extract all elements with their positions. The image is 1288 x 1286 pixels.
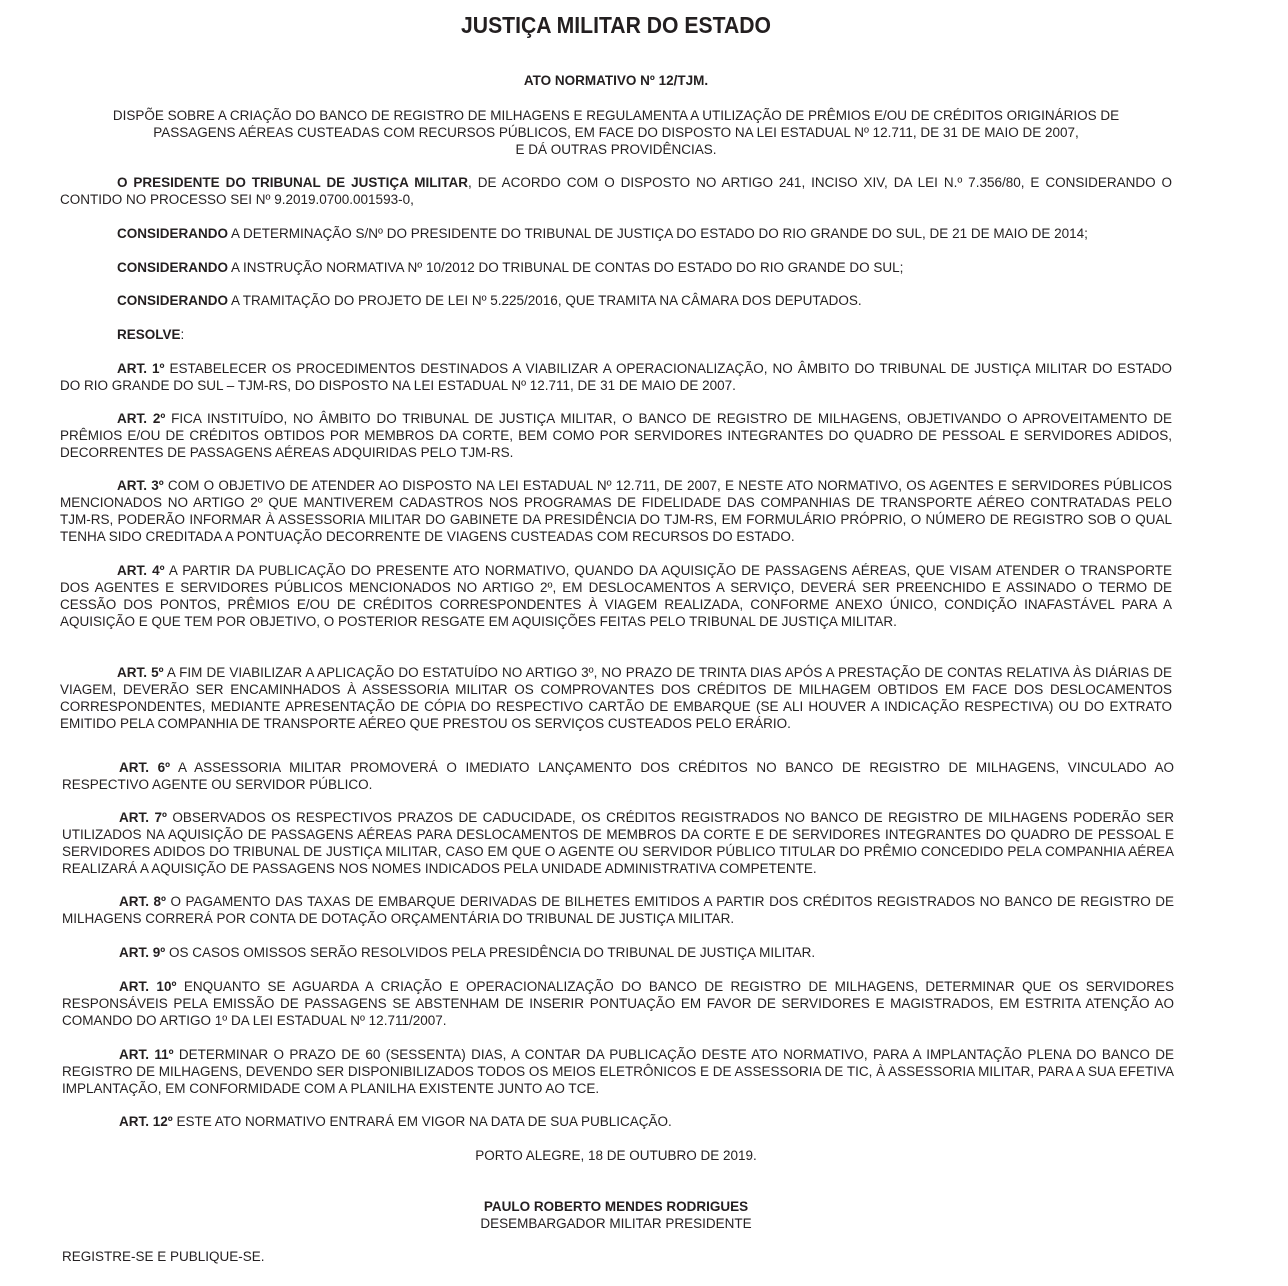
article-8 [62,893,1174,927]
ementa-line: E DÁ OUTRAS PROVIDÊNCIAS. [515,142,717,157]
article-3 [60,477,1172,545]
article-12 [62,1113,1174,1130]
article-text: ESTABELECER OS PROCEDIMENTOS DESTINADOS A VIABILIZAR A OPERACIONALIZAÇÃO, NO ÂMBITO DO TRIBUNAL DE JUSTIÇA MILITAR DO ESTADO DO RIO GRANDE DO SUL – TJM-RS, DO DISPOSTO NA LEI ESTADUAL Nº 12.711, DE 31 DE MAIO DE 2007. [60,361,1172,393]
considerando-label: CONSIDERANDO [117,226,229,241]
footer-note: REGISTRE-SE E PUBLIQUE-SE. [62,1249,265,1264]
article-2 [60,410,1172,461]
article-label: ART. 11º [119,1047,174,1062]
signer-title: DESEMBARGADOR MILITAR PRESIDENTE [480,1216,752,1231]
article-9 [62,944,1174,961]
article-5 [60,664,1172,732]
ementa-line: PASSAGENS AÉREAS CUSTEADAS COM RECURSOS PÚBLICOS, EM FACE DO DISPOSTO NA LEI ESTADUAL Nº 12.711, DE 31 DE MAIO DE 2007, [153,125,1079,140]
act-number: ATO NORMATIVO Nº 12/TJM. [523,73,709,88]
document-title: JUSTIÇA MILITAR DO ESTADO [461,12,771,38]
article-6 [62,759,1174,793]
resolve [60,326,1172,343]
article-1 [60,360,1172,394]
article-text: ENQUANTO SE AGUARDA A CRIAÇÃO E OPERACIONALIZAÇÃO DO BANCO DE REGISTRO DE MILHAGENS, DETERMINAR QUE OS SERVIDORES RESPONSÁVEIS PELA EMISSÃO DE PASSAGENS SE ABSTENHAM DE INSERIR PONTUAÇÃO EM FAVOR DE SERVIDORES E MAGISTRADOS, EM ESTRITA ATENÇÃO AO COMANDO DO ARTIGO 1º DA LEI ESTADUAL Nº 12.711/2007. [62,979,1174,1028]
considerando-text: A DETERMINAÇÃO S/Nº DO PRESIDENTE DO TRIBUNAL DE JUSTIÇA DO ESTADO DO RIO GRANDE DO SUL, DE 21 DE MAIO DE 2014; [228,226,1088,241]
article-label: ART. 10º [119,979,177,994]
article-text: A PARTIR DA PUBLICAÇÃO DO PRESENTE ATO NORMATIVO, QUANDO DA AQUISIÇÃO DE PASSAGENS AÉREAS, QUE VISAM ATENDER O TRANSPORTE DOS AGENTES E SERVIDORES PÚBLICOS MENCIONADOS NO ARTIGO 2º, EM DESLOCAMENTOS A SERVIÇO, DEVERÁ SER PREENCHIDO E ASSINADO O TERMO DE CESSÃO DOS PONTOS, PRÊMIOS E/OU DE CRÉDITOS CORRESPONDENTES À VIAGEM REALIZADA, CONFORME ANEXO ÚNICO, CONDIÇÃO INAFASTÁVEL PARA A AQUISIÇÃO E QUE TEM POR OBJETIVO, O POSTERIOR RESGATE EM AQUISIÇÕES FEITAS PELO TRIBUNAL DE JUSTIÇA MILITAR. [60,563,1172,629]
resolve-suffix: : [180,327,185,342]
preamble-lead: O PRESIDENTE DO TRIBUNAL DE JUSTIÇA MILITAR [117,175,469,190]
resolve-label: RESOLVE [117,327,181,342]
article-label: ART. 9º [119,945,166,960]
considerando-3 [60,292,1172,309]
article-10 [62,978,1174,1029]
article-label: ART. 7º [119,810,167,825]
place-date: PORTO ALEGRE, 18 DE OUTUBRO DE 2019. [475,1148,757,1163]
considerando-label: CONSIDERANDO [117,260,229,275]
article-7 [62,809,1174,877]
considerando-text: A TRAMITAÇÃO DO PROJETO DE LEI Nº 5.225/2016, QUE TRAMITA NA CÂMARA DOS DEPUTADOS. [228,293,862,308]
article-label: ART. 5º [117,665,164,680]
article-text: OBSERVADOS OS RESPECTIVOS PRAZOS DE CADUCIDADE, OS CRÉDITOS REGISTRADOS NO BANCO DE REGISTRO DE MILHAGENS PODERÃO SER UTILIZADOS NA AQUISIÇÃO DE PASSAGENS AÉREAS PARA DESLOCAMENTOS DE MEMBROS DA CORTE E DE SERVIDORES INTEGRANTES DO QUADRO DE PESSOAL E SERVIDORES ADIDOS DO TRIBUNAL DE JUSTIÇA MILITAR, CASO EM QUE O AGENTE OU SERVIDOR PÚBLICO TITULAR DO PRÊMIO CONCEDIDO PELA COMPANHIA AÉREA REALIZARÁ A AQUISIÇÃO DE PASSAGENS NOS NOMES INDICADOS PELA UNIDADE ADMINISTRATIVA COMPETENTE. [62,810,1174,876]
considerando-2 [60,259,1172,276]
preamble-text: , DE ACORDO COM O DISPOSTO NO ARTIGO 241, INCISO XIV, DA LEI N.º 7.356/80, E CONSIDERANDO O CONTIDO NO PROCESSO SEI Nº 9.2019.0700.001593-0, [60,175,1173,207]
signer-name: PAULO ROBERTO MENDES RODRIGUES [483,1199,749,1214]
ementa [60,107,1172,158]
ementa-line: DISPÕE SOBRE A CRIAÇÃO DO BANCO DE REGISTRO DE MILHAGENS E REGULAMENTA A UTILIZAÇÃO DE PRÊMIOS E/OU DE CRÉDITOS ORIGINÁRIOS DE [112,108,1120,123]
article-label: ART. 3º [117,478,164,493]
considerando-1 [60,225,1172,242]
considerando-text: A INSTRUÇÃO NORMATIVA Nº 10/2012 DO TRIBUNAL DE CONTAS DO ESTADO DO RIO GRANDE DO SUL; [228,260,904,275]
article-label: ART. 1º [117,361,165,376]
article-label: ART. 12º [119,1114,173,1129]
article-text: ESTE ATO NORMATIVO ENTRARÁ EM VIGOR NA DATA DE SUA PUBLICAÇÃO. [172,1114,672,1129]
article-text: COM O OBJETIVO DE ATENDER AO DISPOSTO NA LEI ESTADUAL Nº 12.711, DE 2007, E NESTE ATO NORMATIVO, OS AGENTES E SERVIDORES PÚBLICOS MENCIONADOS NO ARTIGO 2º QUE MANTIVEREM CADASTROS NOS PROGRAMAS DE FIDELIDADE DAS COMPANHIAS DE TRANSPORTE AÉREO CONTRATADAS PELO TJM-RS, PODERÃO INFORMAR À ASSESSORIA MILITAR DO GABINETE DA PRESIDÊNCIA DO TJM-RS, EM FORMULÁRIO PRÓPRIO, O NÚMERO DE REGISTRO SOB O QUAL TENHA SIDO CREDITADA A PONTUAÇÃO DECORRENTE DE VIAGENS CUSTEADAS COM RECURSOS DO ESTADO. [60,478,1172,544]
preamble [60,174,1172,208]
article-text: O PAGAMENTO DAS TAXAS DE EMBARQUE DERIVADAS DE BILHETES EMITIDOS A PARTIR DOS CRÉDITOS REGISTRADOS NO BANCO DE REGISTRO DE MILHAGENS CORRERÁ POR CONTA DE DOTAÇÃO ORÇAMENTÁRIA DO TRIBUNAL DE JUSTIÇA MILITAR. [62,894,1174,926]
article-text: A ASSESSORIA MILITAR PROMOVERÁ O IMEDIATO LANÇAMENTO DOS CRÉDITOS NO BANCO DE REGISTRO DE MILHAGENS, VINCULADO AO RESPECTIVO AGENTE OU SERVIDOR PÚBLICO. [62,760,1174,792]
article-label: ART. 2º [117,411,166,426]
article-text: FICA INSTITUÍDO, NO ÂMBITO DO TRIBUNAL DE JUSTIÇA MILITAR, O BANCO DE REGISTRO DE MILHAGENS, OBJETIVANDO O APROVEITAMENTO DE PRÊMIOS E/OU DE CRÉDITOS OBTIDOS POR MEMBROS DA CORTE, BEM COMO POR SERVIDORES INTEGRANTES DO QUADRO DE PESSOAL E SERVIDORES ADIDOS, DECORRENTES DE PASSAGENS AÉREAS ADQUIRIDAS PELO TJM-RS. [60,411,1172,460]
article-11 [62,1046,1174,1097]
article-label: ART. 6º [119,760,171,775]
article-text: A FIM DE VIABILIZAR A APLICAÇÃO DO ESTATUÍDO NO ARTIGO 3º, NO PRAZO DE TRINTA DIAS APÓS A PRESTAÇÃO DE CONTAS RELATIVA ÀS DIÁRIAS DE VIAGEM, DEVERÃO SER ENCAMINHADOS À ASSESSORIA MILITAR OS COMPROVANTES DOS CRÉDITOS DE MILHAGEM OBTIDOS EM FACE DOS DESLOCAMENTOS CORRESPONDENTES, MEDIANTE APRESENTAÇÃO DE CÓPIA DO RESPECTIVO CARTÃO DE EMBARQUE (SE ALI HOUVER A INDICAÇÃO RESPECTIVA) OU DO EXTRATO EMITIDO PELA COMPANHIA DE TRANSPORTE AÉREO QUE PRESTOU OS SERVIÇOS CUSTEADOS PELO ERÁRIO. [60,665,1172,731]
article-label: ART. 4º [117,563,165,578]
considerando-label: CONSIDERANDO [117,293,229,308]
article-label: ART. 8º [119,894,166,909]
article-4 [60,562,1172,630]
article-text: OS CASOS OMISSOS SERÃO RESOLVIDOS PELA PRESIDÊNCIA DO TRIBUNAL DE JUSTIÇA MILITAR. [165,945,816,960]
article-text: DETERMINAR O PRAZO DE 60 (SESSENTA) DIAS, A CONTAR DA PUBLICAÇÃO DESTE ATO NORMATIVO, PARA A IMPLANTAÇÃO PLENA DO BANCO DE REGISTRO DE MILHAGENS, DEVENDO SER DISPONIBILIZADOS TODOS OS MEIOS ELETRÔNICOS E DE ASSESSORIA DE TIC, À ASSESSORIA MILITAR, PARA A SUA EFETIVA IMPLANTAÇÃO, EM CONFORMIDADE COM A PLANILHA EXISTENTE JUNTO AO TCE. [62,1047,1174,1096]
